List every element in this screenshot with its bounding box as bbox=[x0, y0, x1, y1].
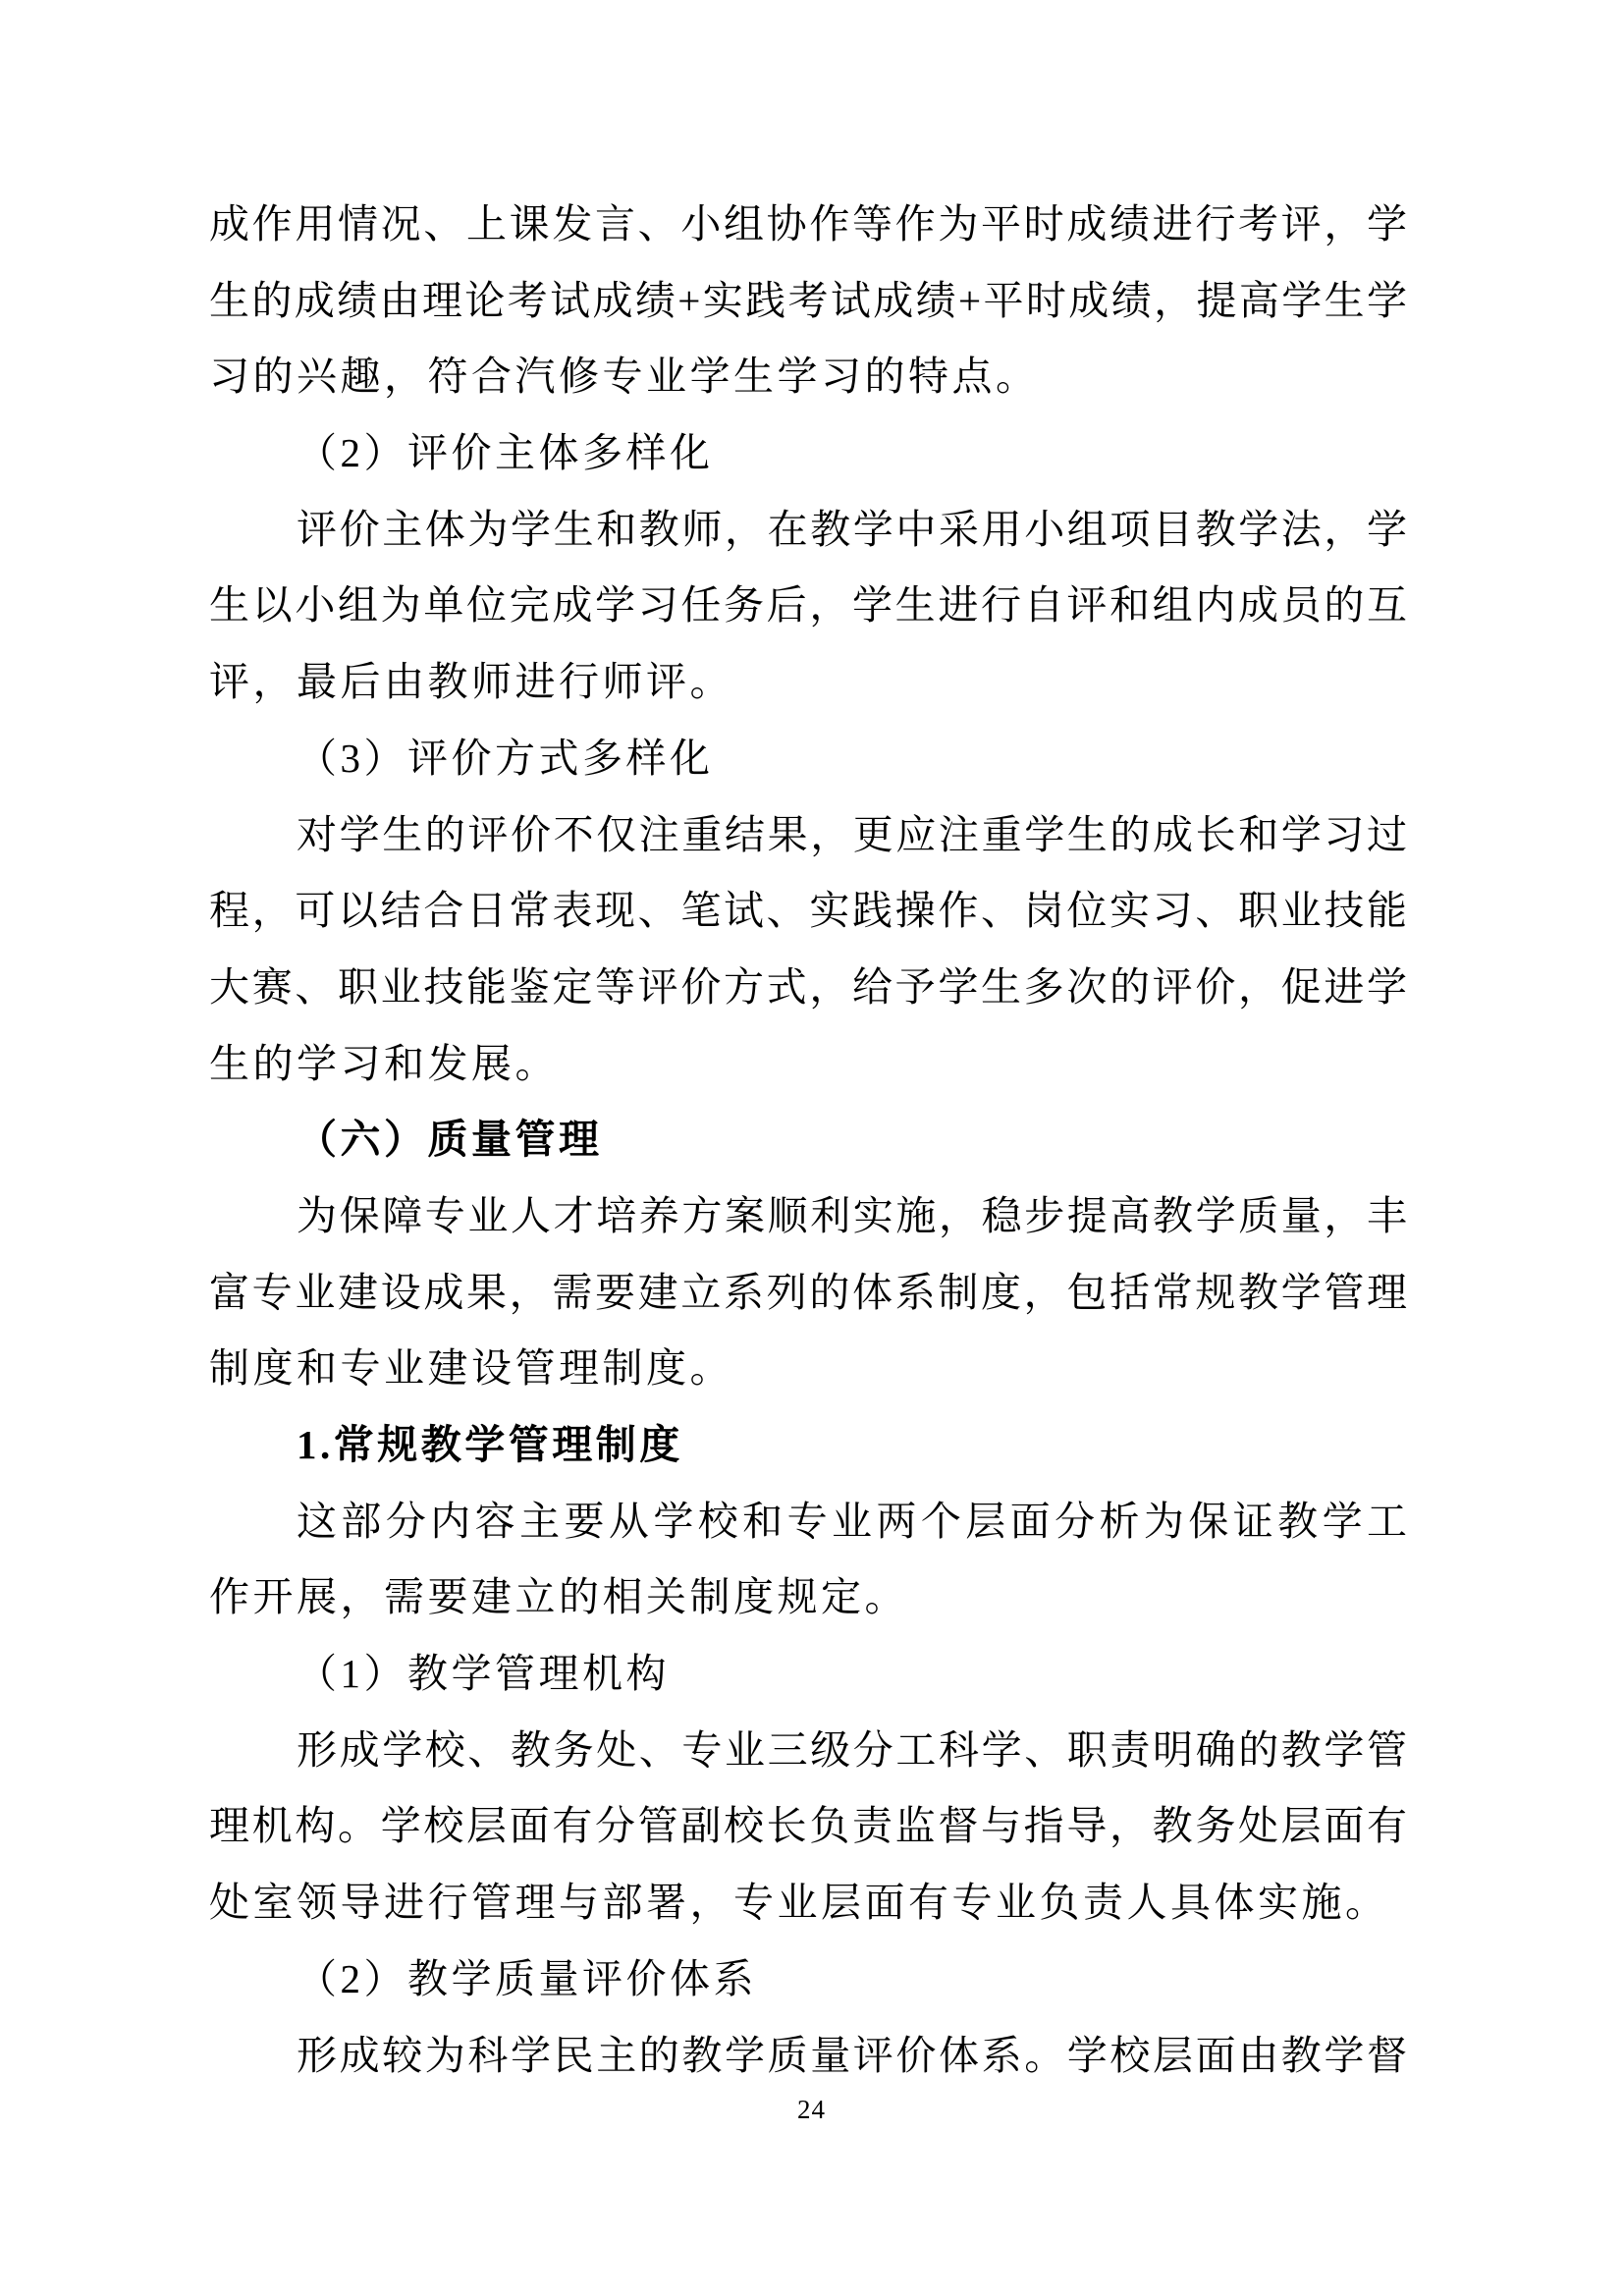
text-line: 作开展，需要建立的相关制度规定。 bbox=[209, 1574, 908, 1620]
text-line: 生的学习和发展。 bbox=[209, 1040, 559, 1086]
heading-line: （六）质量管理 bbox=[297, 1117, 603, 1163]
text-line: 生的成绩由理论考试成绩+实践考试成绩+平时成绩，提高学生学 bbox=[209, 277, 1407, 323]
text-line: 评价主体为学生和教师，在教学中采用小组项目教学法，学 bbox=[297, 506, 1407, 552]
text-line: （2）评价主体多样化 bbox=[297, 430, 714, 476]
page-number: 24 bbox=[797, 2095, 826, 2124]
text-line: 形成较为科学民主的教学质量评价体系。学校层面由教学督 bbox=[297, 2032, 1407, 2078]
text-line: 理机构。学校层面有分管副校长负责监督与指导，教务处层面有 bbox=[209, 1803, 1407, 1849]
text-line: （3）评价方式多样化 bbox=[297, 735, 714, 781]
text-line: 成作用情况、上课发言、小组协作等作为平时成绩进行考评，学 bbox=[209, 201, 1407, 246]
heading-line: 1.常规教学管理制度 bbox=[297, 1422, 683, 1467]
text-line: 制度和专业建设管理制度。 bbox=[209, 1345, 733, 1392]
text-line: 形成学校、教务处、专业三级分工科学、职责明确的教学管 bbox=[297, 1726, 1407, 1773]
text-line: 对学生的评价不仅注重结果，更应注重学生的成长和学习过 bbox=[297, 811, 1407, 857]
text-line: 富专业建设成果，需要建立系列的体系制度，包括常规教学管理 bbox=[209, 1269, 1407, 1315]
text-line: 这部分内容主要从学校和专业两个层面分析为保证教学工 bbox=[297, 1498, 1407, 1544]
text-line: 程，可以结合日常表现、笔试、实践操作、岗位实习、职业技能 bbox=[209, 888, 1407, 934]
text-line: （1）教学管理机构 bbox=[297, 1651, 670, 1697]
text-line: 处室领导进行管理与部署，专业层面有专业负责人具体实施。 bbox=[209, 1880, 1389, 1926]
text-line: 生以小组为单位完成学习任务后，学生进行自评和组内成员的互 bbox=[209, 582, 1407, 629]
text-line: 大赛、职业技能鉴定等评价方式，给予学生多次的评价，促进学 bbox=[209, 963, 1407, 1010]
text-block bbox=[209, 187, 1407, 2094]
text-line: 习的兴趣，符合汽修专业学生学习的特点。 bbox=[209, 354, 1040, 400]
text-line: 评，最后由教师进行师评。 bbox=[209, 659, 733, 705]
text-line: （2）教学质量评价体系 bbox=[297, 1955, 757, 2001]
text-line: 为保障专业人才培养方案顺利实施，稳步提高教学质量，丰 bbox=[297, 1192, 1407, 1238]
